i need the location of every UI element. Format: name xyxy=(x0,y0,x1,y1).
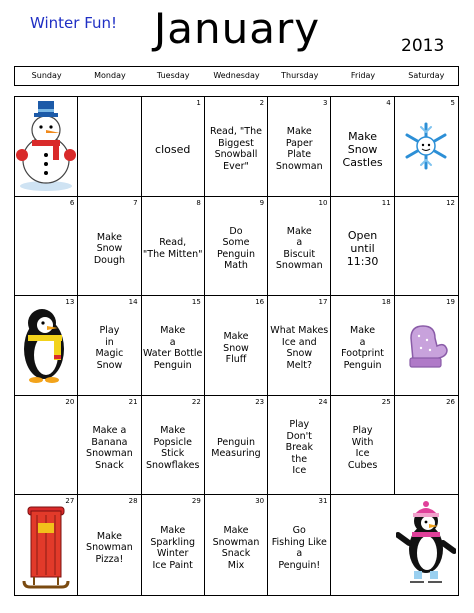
activity-text: Play in Magic Snow xyxy=(95,325,124,371)
day-number: 19 xyxy=(446,298,455,307)
weekday-label: Sunday xyxy=(31,71,62,80)
day-number: 1 xyxy=(196,99,201,107)
day-cell-31 xyxy=(268,495,331,595)
activity-text: What Makes Ice and Snow Melt? xyxy=(270,325,329,371)
day-cell-18 xyxy=(331,296,394,396)
activity-text: Make Snow Castles xyxy=(342,129,383,169)
activity-text: Make Snow Fluff xyxy=(223,331,249,366)
snowflake-icon xyxy=(401,121,451,171)
day-number: 4 xyxy=(386,99,391,107)
snowman-icon xyxy=(15,100,77,192)
activity-text: Penguin Measuring xyxy=(211,436,261,460)
day-cell-25 xyxy=(331,396,394,496)
day-number: 7 xyxy=(133,198,138,207)
activity-text: Make Sparkling Winter Ice Paint xyxy=(150,525,196,571)
day-number: 11 xyxy=(381,198,391,207)
activity-text: Play With Ice Cubes xyxy=(347,425,378,471)
day-number: 23 xyxy=(255,397,265,406)
day-cell-21 xyxy=(78,396,141,496)
day-cell-5 xyxy=(395,97,458,197)
activity-text: Go Fishing Like a Penguin! xyxy=(271,525,327,571)
day-number: 8 xyxy=(196,198,201,207)
day-cell-20 xyxy=(15,396,78,496)
day-cell-19 xyxy=(395,296,458,396)
day-cell-11 xyxy=(331,197,394,297)
day-cell-8 xyxy=(142,197,205,297)
day-number: 17 xyxy=(318,298,328,307)
day-cell-16 xyxy=(205,296,268,396)
weekday-header xyxy=(14,66,459,86)
day-cell-10 xyxy=(268,197,331,297)
weekday-label: Wednesday xyxy=(213,71,260,80)
mitten-icon xyxy=(401,320,451,370)
day-cell-12 xyxy=(395,197,458,297)
day-cell-17 xyxy=(268,296,331,396)
weekday-label: Tuesday xyxy=(156,71,190,80)
day-cell-27 xyxy=(15,495,78,595)
day-number: 14 xyxy=(128,298,138,307)
day-number: 10 xyxy=(318,198,328,207)
month-title: January xyxy=(153,4,321,53)
day-number: 22 xyxy=(191,397,201,406)
activity-text: Make Snow Dough xyxy=(93,231,126,266)
activity-text: Open until 11:30 xyxy=(346,229,379,269)
day-cell-14 xyxy=(78,296,141,396)
skating-penguin-icon xyxy=(396,501,456,589)
day-number: 9 xyxy=(259,198,265,207)
day-cell-6 xyxy=(15,197,78,297)
day-cell-23 xyxy=(205,396,268,496)
activity-text: Make Snowman Pizza! xyxy=(86,530,133,565)
day-number: 20 xyxy=(65,397,75,406)
sled-icon xyxy=(22,501,70,589)
weekday-label: Monday xyxy=(94,71,126,80)
activity-text: Make a Banana Snowman Snack xyxy=(86,425,133,471)
activity-text: Make Snowman Snack Mix xyxy=(212,525,260,571)
weekday-label: Saturday xyxy=(408,71,445,80)
day-number: 27 xyxy=(65,497,75,506)
day-cell-1 xyxy=(142,97,205,197)
day-cell-26 xyxy=(395,396,458,496)
day-cell-7 xyxy=(78,197,141,297)
day-number: 16 xyxy=(255,298,265,307)
empty-cell xyxy=(78,97,141,197)
day-cell-4 xyxy=(331,97,394,197)
activity-text: Make a Water Bottle Penguin xyxy=(143,325,203,371)
day-number: 3 xyxy=(322,99,328,107)
empty-cell xyxy=(395,495,458,595)
day-cell-3 xyxy=(268,97,331,197)
activity-text: Make a Biscuit Snowman xyxy=(275,225,323,272)
day-number: 31 xyxy=(318,497,328,506)
day-cell-9 xyxy=(205,197,268,297)
day-number: 26 xyxy=(446,397,455,406)
activity-text: Read, "The Biggest Snowball Ever" xyxy=(210,126,262,172)
day-number: 24 xyxy=(318,397,328,406)
day-number: 15 xyxy=(191,298,201,307)
activity-text: Make Popsicle Stick Snowflakes xyxy=(146,425,200,471)
day-number: 6 xyxy=(69,198,75,207)
day-number: 18 xyxy=(381,298,391,307)
activity-text: closed xyxy=(155,142,191,156)
day-cell-28 xyxy=(78,495,141,595)
weekday-label: Thursday xyxy=(281,71,319,80)
year-label: 2013 xyxy=(401,36,445,56)
day-number: 21 xyxy=(128,397,138,406)
day-number: 28 xyxy=(128,497,138,506)
day-number: 13 xyxy=(65,298,75,307)
day-number: 2 xyxy=(259,99,265,107)
activity-text: Play Don't Break the Ice xyxy=(285,419,313,477)
day-cell-24 xyxy=(268,396,331,496)
day-cell-22 xyxy=(142,396,205,496)
winter-fun-label: Winter Fun! xyxy=(30,14,118,32)
penguin-icon xyxy=(18,305,74,385)
activity-text: Make Paper Plate Snowman xyxy=(275,126,323,172)
day-cell-13 xyxy=(15,296,78,396)
day-number: 29 xyxy=(191,497,201,506)
empty-cell xyxy=(15,97,78,197)
day-number: 30 xyxy=(255,497,265,506)
day-number: 25 xyxy=(381,397,391,406)
empty-cell xyxy=(331,495,394,595)
day-number: 12 xyxy=(446,198,455,207)
day-cell-30 xyxy=(205,495,268,595)
activity-text: Make a Footprint Penguin xyxy=(341,325,384,371)
activity-text: Do Some Penguin Math xyxy=(217,225,255,272)
calendar-grid xyxy=(14,96,459,596)
weekday-label: Friday xyxy=(350,71,376,80)
activity-text: Read, "The Mitten" xyxy=(142,237,203,260)
day-cell-29 xyxy=(142,495,205,595)
day-cell-2 xyxy=(205,97,268,197)
day-cell-15 xyxy=(142,296,205,396)
day-number: 5 xyxy=(450,99,455,107)
